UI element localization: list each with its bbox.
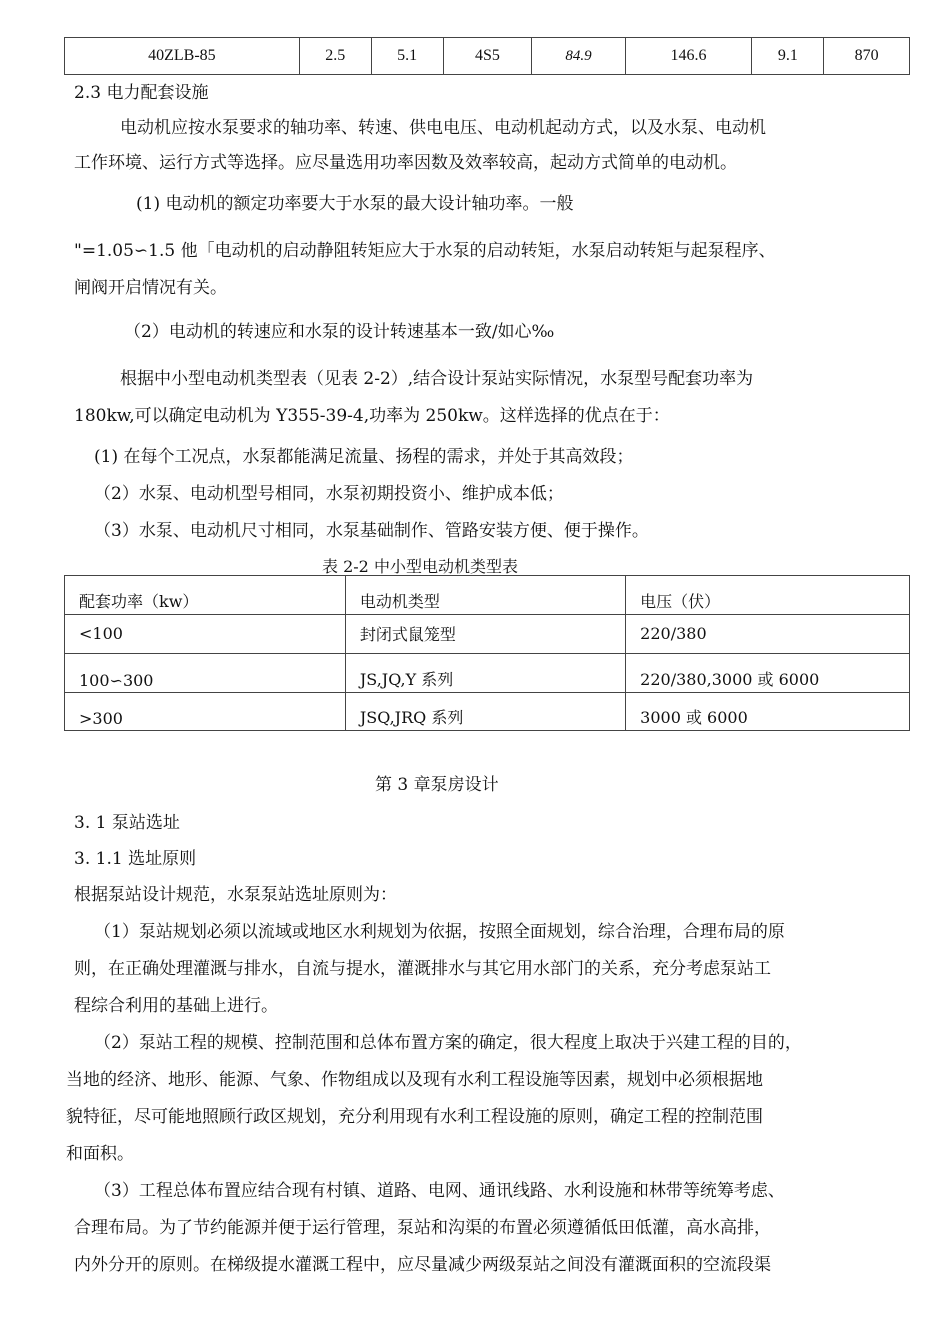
paragraph-line: 工作环境、运行方式等选择。应尽量选用功率因数及效率较高，起动方式简单的电动机。 (74, 153, 737, 173)
table-cell: 870 (824, 38, 910, 75)
table-cell: 9.1 (752, 38, 824, 75)
section-heading: 2.3 电力配套设施 (74, 83, 209, 103)
chapter-title: 第 3 章泵房设计 (375, 775, 499, 795)
table-cell: 220/380 (626, 615, 910, 654)
paragraph-line: 内外分开的原则。在梯级提水灌溉工程中，应尽量减少两级泵站之间没有灌溉面积的空流段渠 (74, 1255, 771, 1275)
table-cell: 5.1 (371, 38, 443, 75)
table-row (65, 654, 910, 693)
table-cell: <100 (65, 615, 346, 654)
table-cell: 40ZLB-85 (65, 38, 300, 75)
paragraph-line: 根据中小型电动机类型表（见表 2-2）,结合设计泵站实际情况，水泵型号配套功率为 (120, 369, 754, 389)
column-header: 电动机类型 (345, 576, 625, 615)
table-caption: 表 2-2 中小型电动机类型表 (322, 557, 518, 576)
paragraph-line: "=1.05∽1.5 他「电动机的启动静阻转矩应大于水泵的启动转矩，水泵启动转矩与起泵程序、 (74, 241, 776, 261)
table-cell: 84.9 (532, 38, 625, 75)
table-row (65, 693, 910, 731)
paragraph-line: （1）泵站规划必须以流域或地区水利规划为依据，按照全面规划，综合治理，合理布局的原 (94, 922, 785, 942)
table-cell: 2.5 (299, 38, 371, 75)
section-heading: 3. 1 泵站选址 (74, 813, 180, 833)
paragraph-line: （2）泵站工程的规模、控制范围和总体布置方案的确定，很大程度上取决于兴建工程的目的， (94, 1033, 802, 1053)
table-cell: 4S5 (443, 38, 532, 75)
motor-type-table (64, 575, 910, 731)
paragraph-line: （3）工程总体布置应结合现有村镇、道路、电网、通讯线路、水利设施和林带等统筹考虑、 (94, 1181, 785, 1201)
table-cell: JSQ,JRQ 系列 (345, 693, 625, 731)
table-cell: 146.6 (625, 38, 752, 75)
column-header: 电压（伏） (626, 576, 910, 615)
column-header: 配套功率（kw） (65, 576, 346, 615)
paragraph-line: 和面积。 (66, 1144, 134, 1164)
pump-parameter-table (64, 37, 910, 75)
table-header-row (65, 576, 910, 615)
table-cell: >300 (65, 693, 346, 731)
list-item: (1) 在每个工况点，水泵都能满足流量、扬程的需求，并处于其高效段； (94, 447, 634, 467)
subsection-heading: 3. 1.1 选址原则 (74, 849, 197, 869)
paragraph-line: 则，在正确处理灌溉与排水，自流与提水，灌溉排水与其它用水部门的关系，充分考虑泵站工 (74, 959, 771, 979)
table-cell: 3000 或 6000 (626, 693, 910, 731)
paragraph-line: 合理布局。为了节约能源并便于运行管理，泵站和沟渠的布置必须遵循低田低灌，高水高排， (74, 1218, 771, 1238)
table-cell: JS,JQ,Y 系列 (345, 654, 625, 693)
list-item: （3）水泵、电动机尺寸相同，水泵基础制作、管路安装方便、便于操作。 (94, 521, 649, 541)
paragraph-line: 当地的经济、地形、能源、气象、作物组成以及现有水利工程设施等因素，规划中必须根据地 (66, 1070, 763, 1090)
paragraph-line: 电动机应按水泵要求的轴功率、转速、供电电压、电动机起动方式，以及水泵、电动机 (120, 118, 766, 138)
paragraph-line: 根据泵站设计规范，水泵泵站选址原则为： (74, 885, 397, 905)
table-cell: 封闭式鼠笼型 (345, 615, 625, 654)
table-cell: 100∽300 (65, 654, 346, 693)
paragraph-line: （2）电动机的转速应和水泵的设计转速基本一致∕如心‰ (124, 322, 555, 342)
list-item: （2）水泵、电动机型号相同，水泵初期投资小、维护成本低； (94, 484, 564, 504)
table-row (65, 615, 910, 654)
paragraph-line: (1) 电动机的额定功率要大于水泵的最大设计轴功率。一般 (136, 194, 574, 214)
paragraph-line: 貌特征，尽可能地照顾行政区规划，充分利用现有水利工程设施的原则，确定工程的控制范围 (66, 1107, 763, 1127)
table-row (65, 38, 910, 75)
paragraph-line: 程综合利用的基础上进行。 (74, 996, 278, 1016)
table-cell: 220/380,3000 或 6000 (626, 654, 910, 693)
paragraph-line: 闸阀开启情况有关。 (74, 278, 227, 298)
paragraph-line: 180kw,可以确定电动机为 Y355-39-4,功率为 250kw。这样选择的优点在于： (74, 406, 670, 426)
